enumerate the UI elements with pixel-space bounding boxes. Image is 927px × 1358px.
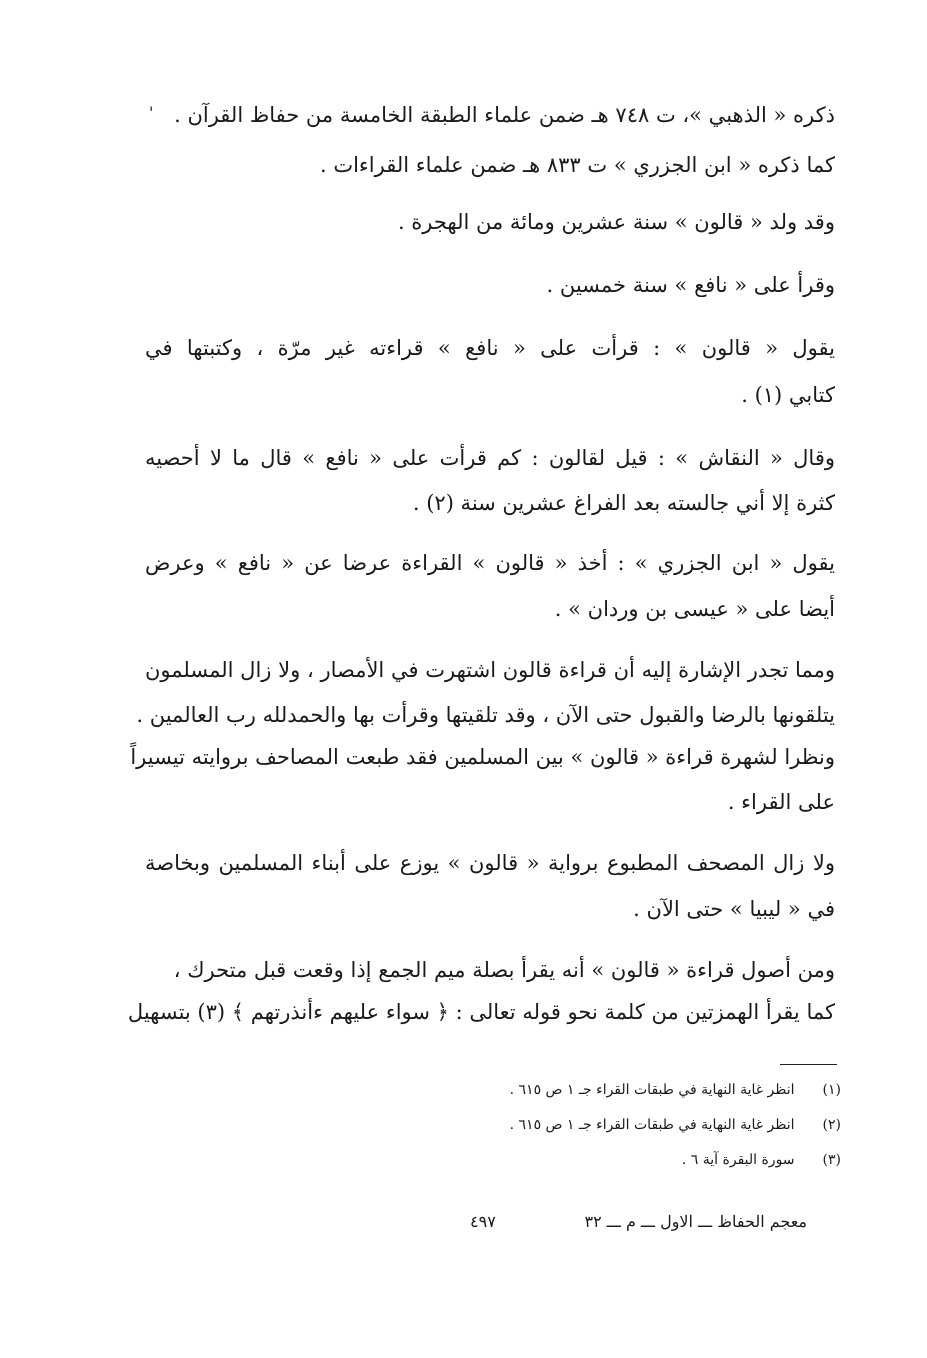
footnote bbox=[682, 1150, 841, 1170]
footnote bbox=[510, 1115, 841, 1135]
footer-book-title: معجم الحفاظ ـــ الاول ـــ م ـــ ٣٢ bbox=[584, 1212, 807, 1231]
text-line: ومما تجدر الإشارة إليه أن قراءة قالون اشتهرت في الأمصار ، ولا زال المسلمون bbox=[145, 658, 835, 682]
footnote-number: (١) bbox=[822, 1082, 841, 1098]
footnote-text: سورة البقرة آية ٦ . bbox=[681, 1152, 795, 1168]
footnote-number: (٣) bbox=[822, 1152, 841, 1168]
text-line: أيضا على « عيسى بن وردان » . bbox=[554, 597, 835, 621]
text-line: يتلقونها بالرضا والقبول حتى الآن ، وقد تلقيتها وقرأت بها والحمدلله رب العالمين . bbox=[136, 703, 835, 727]
text-line: وقد ولد « قالون » سنة عشرين ومائة من الهجرة . bbox=[397, 210, 835, 234]
footnote-text: انظر غاية النهاية في طبقات القراء جـ ١ ص ٦١٥ . bbox=[509, 1082, 795, 1098]
footnote bbox=[510, 1080, 841, 1100]
text-line: على القراء . bbox=[727, 790, 835, 814]
text-line: يقول « قالون » : قرأت على « نافع » قراءته غير مرّة ، وكتبتها في bbox=[145, 336, 835, 360]
text-line: في « ليبيا » حتى الآن . bbox=[633, 897, 835, 921]
text-line: ونظرا لشهرة قراءة « قالون » بين المسلمين فقد طبعت المصاحف بروايته تيسيراً bbox=[130, 745, 835, 769]
text-line: ومن أصول قراءة « قالون » أنه يقرأ بصلة ميم الجمع إذا وقعت قبل متحرك ، bbox=[173, 958, 835, 982]
footnote-separator bbox=[780, 1064, 837, 1065]
footnote-number: (٢) bbox=[822, 1117, 841, 1133]
text-line: ولا زال المصحف المطبوع برواية « قالون » يوزع على أبناء المسلمين وبخاصة bbox=[145, 851, 835, 875]
text-line: كما يقرأ الهمزتين من كلمة نحو قوله تعالى : ﴿ سواء عليهم ءأنذرتهم ﴾ (٣) بتسهيل bbox=[127, 1000, 835, 1024]
text-line: وقرأ على « نافع » سنة خمسين . bbox=[546, 273, 835, 297]
text-line: كثرة إلا أني جالسته بعد الفراغ عشرين سنة (٢) . bbox=[412, 491, 835, 515]
text-line: كما ذكره « ابن الجزري » ت ٨٣٣ هـ ضمن علماء القراءات . bbox=[319, 153, 835, 177]
footnote-text: انظر غاية النهاية في طبقات القراء جـ ١ ص ٦١٥ . bbox=[509, 1117, 795, 1133]
margin-mark: ' bbox=[149, 103, 154, 122]
page-number: ٤٩٧ bbox=[470, 1212, 496, 1231]
text-line: وقال « النقاش » : قيل لقالون : كم قرأت على « نافع » قال ما لا أحصيه bbox=[145, 446, 835, 470]
text-line: يقول « ابن الجزري » : أخذ « قالون » القراءة عرضا عن « نافع » وعرض bbox=[145, 551, 835, 575]
text-line: ذكره « الذهبي »، ت ٧٤٨ هـ ضمن علماء الطبقة الخامسة من حفاظ القرآن . bbox=[174, 103, 835, 127]
text-line: كتابي (١) . bbox=[741, 383, 835, 407]
